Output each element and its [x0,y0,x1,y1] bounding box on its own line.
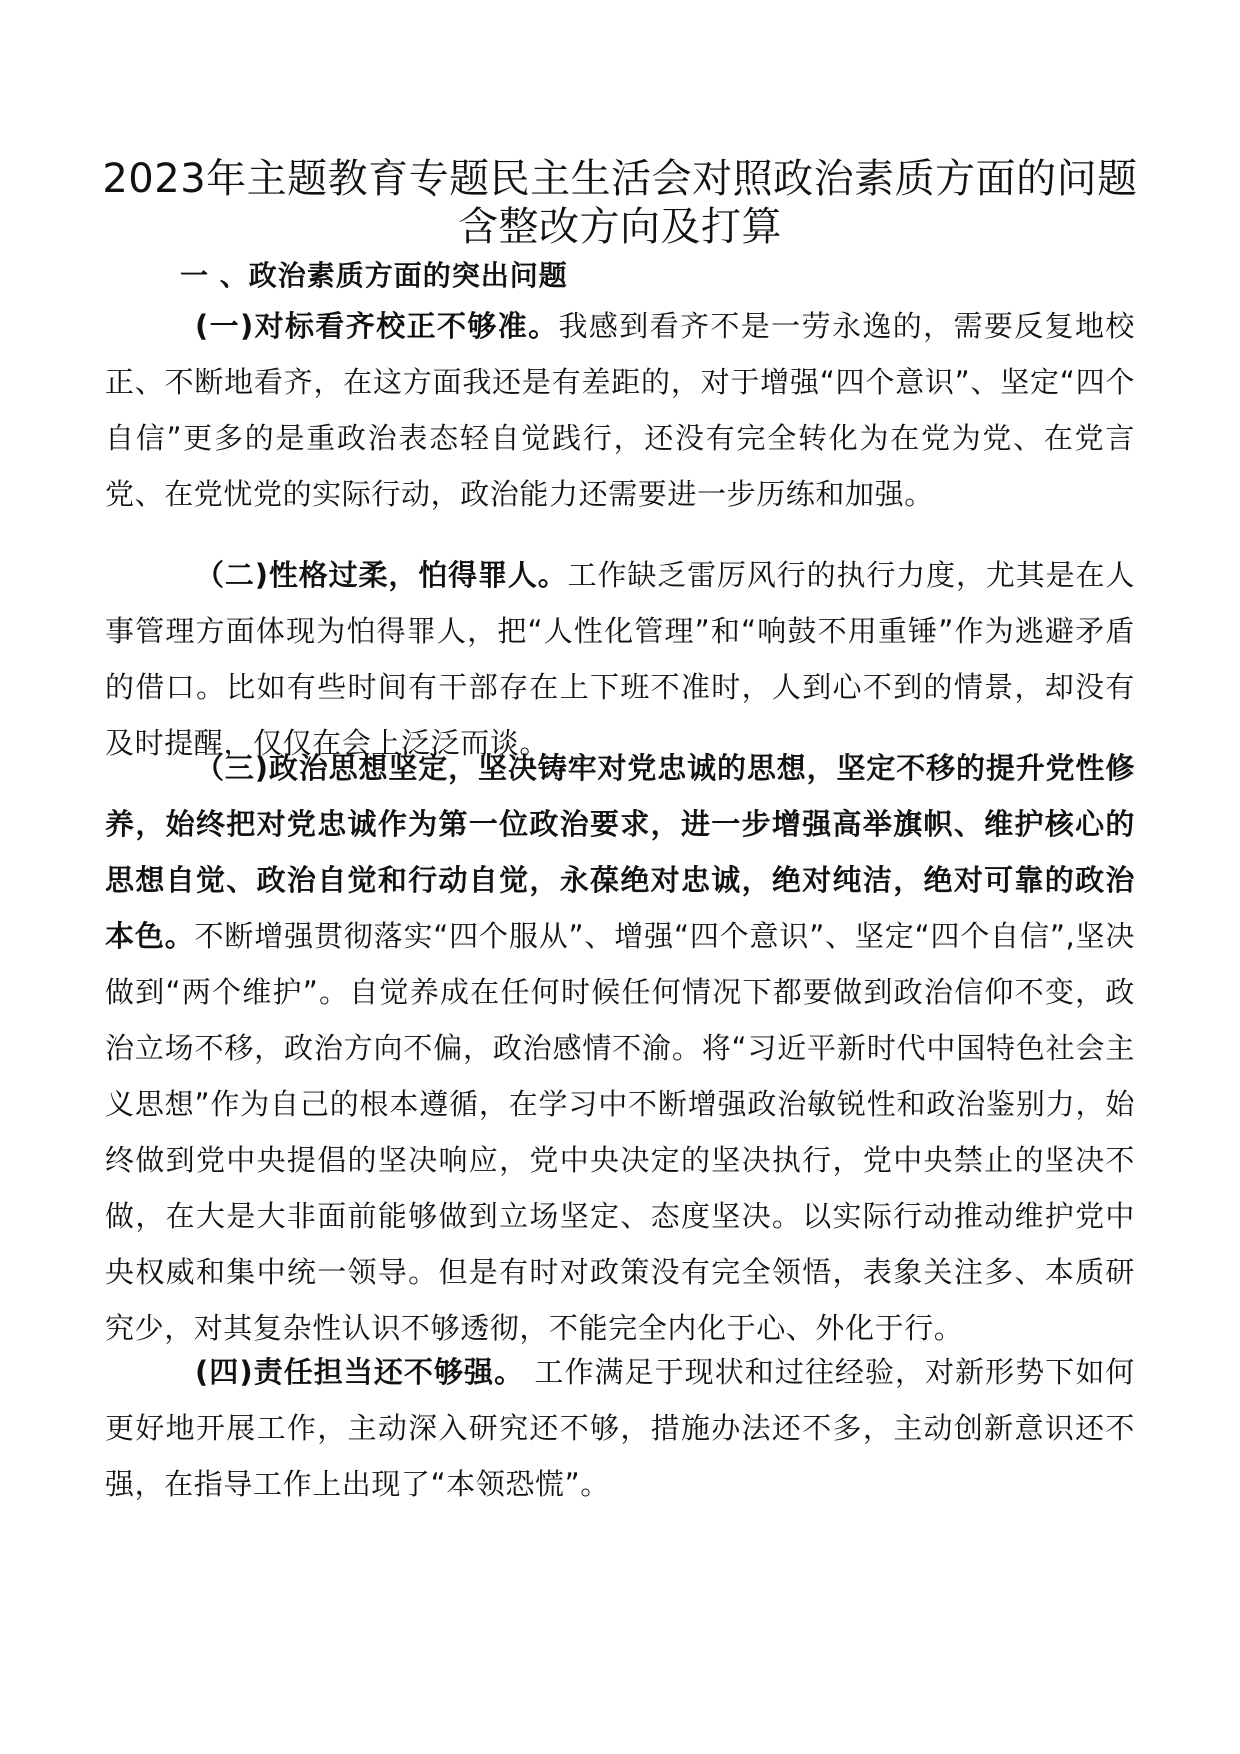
section-heading: 一 、政治素质方面的突出问题 [180,259,568,292]
paragraph-1-lead: (一)对标看齐校正不够准。 [195,309,559,343]
paragraph-3-body: 不断增强贯彻落实“四个服从”、增强“四个意识”、坚定“四个自信”,坚决做到“两个维护”。自觉养成在任何时候任何情况下都要做到政治信仰不变，政治立场不移，政治方向不偏，政治感情不渝。将“习近平新时代中国特色社会主义思想”作为自己的根本遵循，在学习中不断增强政治敏锐性和政治鉴别力，始终做到党中央提倡的坚决响应，党中央决定的坚决执行，党中央禁止的坚决不做，在大是大非面前能够做到立场坚定、态度坚决。以实际行动推动维护党中央权威和集中统一领导。但是有时对政策没有完全领悟，表象关注多、本质研究少，对其复杂性认识不够透彻，不能完全内化于心、外化于行。 [105,919,1135,1345]
paragraph-1-body: 我感到看齐不是一劳永逸的，需要反复地校正、不断地看齐，在这方面我还是有差距的，对于增强“四个意识”、坚定“四个自信”更多的是重政治表态轻自觉践行，还没有完全转化为在党为党、在党言党、在党忧党的实际行动，政治能力还需要进一步历练和加强。 [105,309,1135,511]
paragraph-3 [105,740,1135,1356]
paragraph-1 [105,298,1135,522]
paragraph-2-lead: （二)性格过柔，怕得罪人。 [195,558,568,592]
paragraph-2-body: 工作缺乏雷厉风行的执行力度，尤其是在人事管理方面体现为怕得罪人，把“人性化管理”和“响鼓不用重锤”作为逃避矛盾的借口。比如有些时间有干部存在上下班不准时，人到心不到的情景，却没有及时提醒，仅仅在会上泛泛而谈。 [105,558,1135,760]
paragraph-3-lead: （三)政治思想坚定，坚决铸牢对党忠诚的思想，坚定不移的提升党性修养，始终把对党忠诚作为第一位政治要求，进一步增强高举旗帜、维护核心的思想自觉、政治自觉和行动自觉，永葆绝对忠诚，绝对纯洁，绝对可靠的政治本色。 [105,751,1135,953]
paragraph-4-body: 工作满足于现状和过往经验，对新形势下如何更好地开展工作，主动深入研究还不够，措施办法还不多，主动创新意识还不强，在指导工作上出现了“本领恐慌”。 [105,1355,1135,1501]
paragraph-4 [105,1344,1135,1512]
document-title: 2023年主题教育专题民主生活会对照政治素质方面的问题含整改方向及打算 [102,156,1138,250]
paragraph-4-lead: (四)责任担当还不够强。 [195,1355,525,1389]
paragraph-2 [105,547,1135,771]
